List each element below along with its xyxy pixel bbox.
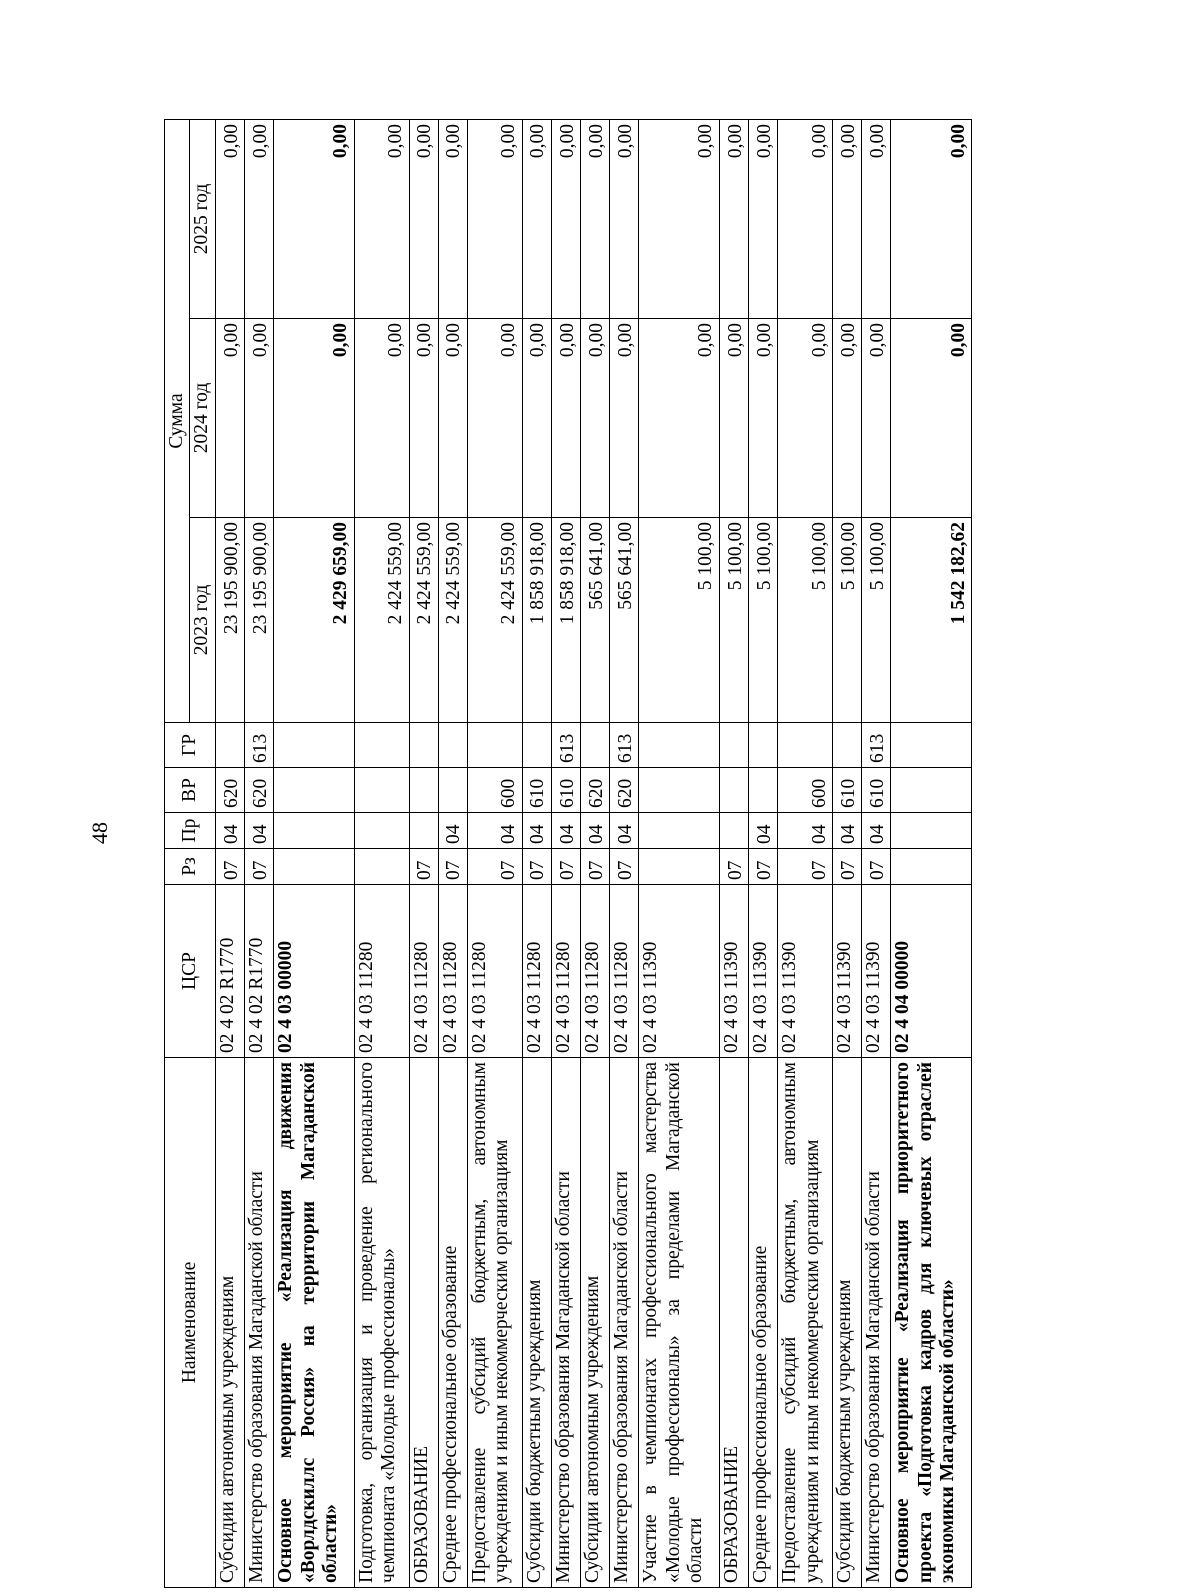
cell-vr: 600 <box>467 768 522 813</box>
cell-vr: 610 <box>832 768 861 813</box>
cell-rz <box>274 849 355 885</box>
cell-2025: 0,00 <box>862 120 891 319</box>
cell-csr: 02 4 04 00000 <box>891 885 972 1058</box>
table-row <box>274 120 355 1588</box>
cell-2023: 2 429 659,00 <box>274 518 355 723</box>
cell-gr <box>719 723 748 768</box>
budget-table <box>164 119 972 1588</box>
header-pr: Пр <box>165 813 216 849</box>
cell-vr <box>274 768 355 813</box>
cell-2025: 0,00 <box>354 120 409 319</box>
cell-name: Предоставление субсидий бюджетным, автономным учреждениям и иным некоммерческим организациям <box>467 1058 522 1588</box>
cell-2024: 0,00 <box>610 319 639 518</box>
cell-2023: 2 424 559,00 <box>467 518 522 723</box>
cell-vr: 610 <box>551 768 580 813</box>
table-row <box>467 120 522 1588</box>
table-row <box>748 120 777 1588</box>
table-row <box>778 120 833 1588</box>
cell-name: Среднее профессиональное образование <box>438 1058 467 1588</box>
table-row <box>580 120 609 1588</box>
table-row <box>354 120 409 1588</box>
cell-gr: 613 <box>244 723 273 768</box>
cell-rz <box>891 849 972 885</box>
cell-csr: 02 4 03 11280 <box>610 885 639 1058</box>
cell-name: Субсидии автономным учреждениям <box>580 1058 609 1588</box>
cell-csr: 02 4 02 R1770 <box>244 885 273 1058</box>
cell-2023: 23 195 900,00 <box>215 518 244 723</box>
cell-rz: 07 <box>832 849 861 885</box>
cell-pr: 04 <box>748 813 777 849</box>
cell-2023: 2 424 559,00 <box>438 518 467 723</box>
cell-2023: 5 100,00 <box>748 518 777 723</box>
cell-rz: 07 <box>748 849 777 885</box>
cell-gr: 613 <box>610 723 639 768</box>
cell-2025: 0,00 <box>748 120 777 319</box>
cell-2024: 0,00 <box>832 319 861 518</box>
cell-pr: 04 <box>467 813 522 849</box>
header-sum: Сумма <box>165 120 190 723</box>
cell-2023: 5 100,00 <box>778 518 833 723</box>
cell-gr <box>639 723 720 768</box>
cell-rz <box>639 849 720 885</box>
cell-2025: 0,00 <box>610 120 639 319</box>
cell-gr <box>748 723 777 768</box>
table-row <box>639 120 720 1588</box>
cell-csr: 02 4 03 11280 <box>409 885 438 1058</box>
cell-csr: 02 4 03 11390 <box>778 885 833 1058</box>
cell-2025: 0,00 <box>274 120 355 319</box>
header-gr: ГР <box>165 723 216 768</box>
cell-name: Подготовка, организация и проведение регионального чемпионата «Молодые профессионалы» <box>354 1058 409 1588</box>
cell-2025: 0,00 <box>832 120 861 319</box>
cell-2024: 0,00 <box>467 319 522 518</box>
cell-2023: 565 641,00 <box>580 518 609 723</box>
cell-2024: 0,00 <box>639 319 720 518</box>
cell-gr <box>274 723 355 768</box>
table-row <box>832 120 861 1588</box>
cell-pr: 04 <box>522 813 551 849</box>
cell-2023: 2 424 559,00 <box>409 518 438 723</box>
cell-2024: 0,00 <box>719 319 748 518</box>
cell-csr: 02 4 03 11390 <box>862 885 891 1058</box>
cell-vr <box>409 768 438 813</box>
cell-csr: 02 4 03 11280 <box>354 885 409 1058</box>
header-2024: 2024 год <box>190 319 215 518</box>
table-row <box>610 120 639 1588</box>
cell-gr <box>891 723 972 768</box>
cell-pr: 04 <box>832 813 861 849</box>
cell-csr: 02 4 02 R1770 <box>215 885 244 1058</box>
cell-rz: 07 <box>610 849 639 885</box>
cell-rz: 07 <box>438 849 467 885</box>
cell-2025: 0,00 <box>409 120 438 319</box>
cell-2023: 5 100,00 <box>862 518 891 723</box>
cell-2025: 0,00 <box>522 120 551 319</box>
cell-rz: 07 <box>467 849 522 885</box>
table-row <box>215 120 244 1588</box>
cell-pr: 04 <box>778 813 833 849</box>
cell-name: Основное мероприятие «Реализация приоритетного проекта «Подготовка кадров для ключевых отраслей экономики Магаданской области» <box>891 1058 972 1588</box>
table-body <box>215 120 971 1588</box>
cell-csr: 02 4 03 11280 <box>467 885 522 1058</box>
cell-name: ОБРАЗОВАНИЕ <box>719 1058 748 1588</box>
cell-2023: 2 424 559,00 <box>354 518 409 723</box>
cell-2025: 0,00 <box>438 120 467 319</box>
cell-vr: 620 <box>580 768 609 813</box>
header-2023: 2023 год <box>190 518 215 723</box>
cell-pr: 04 <box>215 813 244 849</box>
cell-rz <box>354 849 409 885</box>
cell-2024: 0,00 <box>551 319 580 518</box>
cell-2024: 0,00 <box>522 319 551 518</box>
cell-rz: 07 <box>580 849 609 885</box>
cell-2023: 5 100,00 <box>639 518 720 723</box>
cell-gr <box>522 723 551 768</box>
cell-2025: 0,00 <box>244 120 273 319</box>
cell-rz: 07 <box>409 849 438 885</box>
cell-gr <box>467 723 522 768</box>
cell-pr <box>409 813 438 849</box>
cell-2025: 0,00 <box>639 120 720 319</box>
cell-csr: 02 4 03 11390 <box>748 885 777 1058</box>
cell-2025: 0,00 <box>891 120 972 319</box>
cell-gr <box>409 723 438 768</box>
cell-pr: 04 <box>580 813 609 849</box>
cell-name: Министерство образования Магаданской области <box>244 1058 273 1588</box>
cell-rz: 07 <box>215 849 244 885</box>
cell-gr <box>580 723 609 768</box>
cell-2023: 1 858 918,00 <box>551 518 580 723</box>
cell-rz: 07 <box>719 849 748 885</box>
table-row <box>862 120 891 1588</box>
cell-2023: 1 858 918,00 <box>522 518 551 723</box>
table-row <box>409 120 438 1588</box>
cell-csr: 02 4 03 11390 <box>832 885 861 1058</box>
cell-csr: 02 4 03 11280 <box>522 885 551 1058</box>
cell-pr: 04 <box>862 813 891 849</box>
cell-name: Субсидии автономным учреждениям <box>215 1058 244 1588</box>
cell-2024: 0,00 <box>891 319 972 518</box>
cell-2025: 0,00 <box>467 120 522 319</box>
cell-name: Среднее профессиональное образование <box>748 1058 777 1588</box>
cell-csr: 02 4 03 00000 <box>274 885 355 1058</box>
page-number: 48 <box>87 822 112 844</box>
cell-name: Субсидии бюджетным учреждениям <box>832 1058 861 1588</box>
cell-gr <box>832 723 861 768</box>
header-csr: ЦСР <box>165 885 216 1058</box>
cell-name: Субсидии бюджетным учреждениям <box>522 1058 551 1588</box>
cell-name: Министерство образования Магаданской области <box>862 1058 891 1588</box>
cell-rz: 07 <box>244 849 273 885</box>
cell-gr: 613 <box>551 723 580 768</box>
cell-2025: 0,00 <box>719 120 748 319</box>
header-vr: ВР <box>165 768 216 813</box>
cell-name: Министерство образования Магаданской области <box>610 1058 639 1588</box>
cell-2023: 5 100,00 <box>832 518 861 723</box>
cell-name: Участие в чемпионатах профессионального мастерства «Молодые профессионалы» за пределами Магаданской области <box>639 1058 720 1588</box>
cell-gr <box>215 723 244 768</box>
cell-vr: 600 <box>778 768 833 813</box>
cell-2024: 0,00 <box>244 319 273 518</box>
table-row <box>719 120 748 1588</box>
cell-2024: 0,00 <box>215 319 244 518</box>
table-row <box>522 120 551 1588</box>
cell-2024: 0,00 <box>778 319 833 518</box>
table-header <box>165 120 216 1588</box>
cell-2023: 565 641,00 <box>610 518 639 723</box>
cell-2024: 0,00 <box>438 319 467 518</box>
cell-name: Основное мероприятие «Реализация движения «Ворлдскиллс Россия» на территории Магаданской области» <box>274 1058 355 1588</box>
cell-csr: 02 4 03 11390 <box>719 885 748 1058</box>
cell-pr: 04 <box>244 813 273 849</box>
cell-gr <box>354 723 409 768</box>
cell-2025: 0,00 <box>215 120 244 319</box>
cell-pr: 04 <box>551 813 580 849</box>
cell-2024: 0,00 <box>748 319 777 518</box>
cell-2024: 0,00 <box>274 319 355 518</box>
cell-rz: 07 <box>551 849 580 885</box>
header-rz: Рз <box>165 849 216 885</box>
table-row <box>244 120 273 1588</box>
table-row <box>438 120 467 1588</box>
cell-2024: 0,00 <box>354 319 409 518</box>
cell-2024: 0,00 <box>580 319 609 518</box>
cell-pr <box>639 813 720 849</box>
cell-rz: 07 <box>778 849 833 885</box>
cell-2024: 0,00 <box>862 319 891 518</box>
cell-name: ОБРАЗОВАНИЕ <box>409 1058 438 1588</box>
cell-vr <box>438 768 467 813</box>
cell-csr: 02 4 03 11280 <box>580 885 609 1058</box>
header-name: Наименование <box>165 1058 216 1588</box>
cell-name: Предоставление субсидий бюджетным, автономным учреждениям и иным некоммерческим организациям <box>778 1058 833 1588</box>
cell-vr <box>748 768 777 813</box>
cell-pr <box>274 813 355 849</box>
cell-vr: 620 <box>215 768 244 813</box>
cell-rz: 07 <box>862 849 891 885</box>
cell-vr: 610 <box>522 768 551 813</box>
cell-vr: 620 <box>244 768 273 813</box>
cell-vr <box>639 768 720 813</box>
table-row <box>891 120 972 1588</box>
cell-vr <box>354 768 409 813</box>
header-2025: 2025 год <box>190 120 215 319</box>
cell-pr: 04 <box>438 813 467 849</box>
cell-csr: 02 4 03 11280 <box>551 885 580 1058</box>
cell-pr <box>354 813 409 849</box>
cell-gr <box>778 723 833 768</box>
cell-vr <box>891 768 972 813</box>
cell-2025: 0,00 <box>778 120 833 319</box>
cell-2023: 1 542 182,62 <box>891 518 972 723</box>
table-row <box>551 120 580 1588</box>
cell-csr: 02 4 03 11280 <box>438 885 467 1058</box>
cell-rz: 07 <box>522 849 551 885</box>
cell-2025: 0,00 <box>551 120 580 319</box>
cell-gr: 613 <box>862 723 891 768</box>
cell-name: Министерство образования Магаданской области <box>551 1058 580 1588</box>
cell-csr: 02 4 03 11390 <box>639 885 720 1058</box>
cell-2024: 0,00 <box>409 319 438 518</box>
cell-2023: 23 195 900,00 <box>244 518 273 723</box>
cell-pr <box>891 813 972 849</box>
cell-vr: 620 <box>610 768 639 813</box>
cell-pr: 04 <box>610 813 639 849</box>
document-rotated-container <box>164 120 972 1588</box>
cell-vr: 610 <box>862 768 891 813</box>
cell-gr <box>438 723 467 768</box>
cell-vr <box>719 768 748 813</box>
cell-pr <box>719 813 748 849</box>
cell-2023: 5 100,00 <box>719 518 748 723</box>
cell-2025: 0,00 <box>580 120 609 319</box>
